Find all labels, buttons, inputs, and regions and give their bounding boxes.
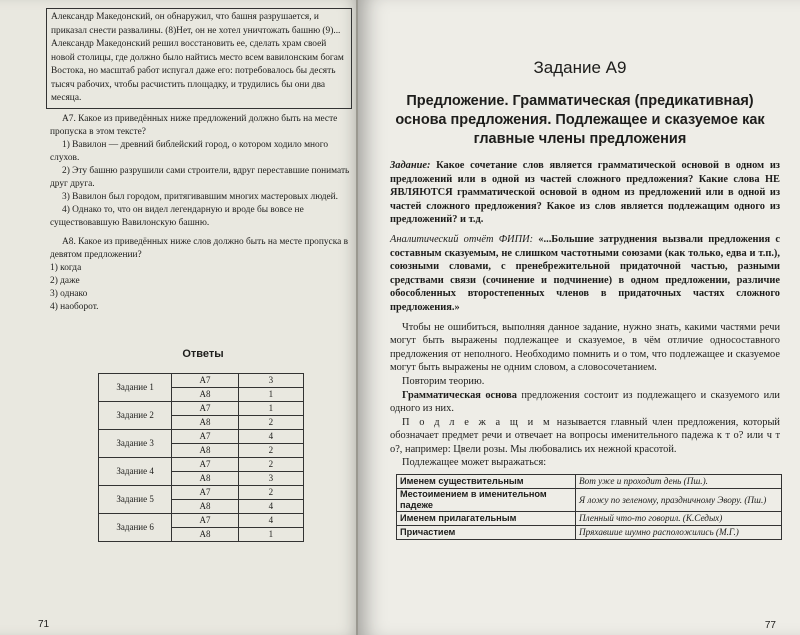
a7-option-3: 3) Вавилон был городом, притягивавшим многих мастеровых людей. bbox=[62, 191, 339, 202]
answers-task-cell: Задание 1 bbox=[99, 373, 172, 401]
answers-value-cell: 1 bbox=[238, 527, 303, 541]
answers-question-cell: А8 bbox=[172, 527, 238, 541]
question-a7: А7. Какое из приведённых ниже предложений должно быть на месте пропуска в этом тексте? bbox=[50, 113, 338, 137]
answers-task-cell: Задание 4 bbox=[99, 457, 172, 485]
answers-row bbox=[99, 513, 304, 527]
excerpt-box bbox=[46, 8, 352, 109]
page-title: Задание А9 bbox=[533, 58, 627, 77]
answers-title: Ответы bbox=[182, 347, 224, 360]
grammar-paragraph bbox=[390, 389, 780, 416]
answers-row bbox=[99, 485, 304, 499]
subject-table-row bbox=[397, 512, 782, 526]
subject-type-cell: Причастием bbox=[397, 526, 576, 540]
answers-question-cell: А7 bbox=[172, 513, 238, 527]
subject-type-cell: Именем существительным bbox=[397, 475, 576, 489]
subject-expression: Подлежащее может выражаться: bbox=[402, 457, 547, 469]
a8-option-2: 2) даже bbox=[50, 275, 80, 286]
answers-question-cell: А8 bbox=[172, 387, 238, 401]
page-number-left: 71 bbox=[38, 619, 50, 630]
analysis-paragraph bbox=[390, 233, 780, 315]
answers-question-cell: А8 bbox=[172, 471, 238, 485]
question-a8: А8. Какое из приведённых ниже слов должно быть на месте пропуска в девятом предложении? bbox=[50, 236, 349, 260]
grammar-label: Грамматическая основа bbox=[402, 389, 517, 401]
subject-table-row bbox=[397, 475, 782, 489]
answers-value-cell: 4 bbox=[238, 513, 303, 527]
analysis-label: Аналитический отчёт ФИПИ: bbox=[390, 233, 534, 245]
a8-option-1: 1) когда bbox=[50, 262, 82, 273]
answers-value-cell: 3 bbox=[238, 373, 303, 387]
page-number-right: 77 bbox=[764, 620, 776, 631]
subject-text: называется главный член предложения, который обозначает предмет речи и отвечает на вопросы именительного падежа к т о? или ч т о?, например: Цвели розы. Мы любовались их нежной красотой. bbox=[390, 416, 780, 455]
a7-option-1: 1) Вавилон — древний библейский город, о котором ходило много слухов. bbox=[50, 139, 329, 163]
subject-label: П о д л е ж а щ и м bbox=[402, 416, 553, 428]
subject-table-row bbox=[397, 489, 782, 512]
answers-value-cell: 1 bbox=[238, 401, 303, 415]
a7-option-4: 4) Однако то, что он видел легендарную и вроде бы вовсе не существовавшую Вавилонскую башню. bbox=[50, 204, 304, 228]
subject-paragraph bbox=[390, 416, 780, 457]
answers-value-cell: 2 bbox=[238, 457, 303, 471]
answers-question-cell: А8 bbox=[172, 499, 238, 513]
answers-value-cell: 4 bbox=[238, 429, 303, 443]
task-text: Какое сочетание слов является грамматической основой в одном из предложений или в одной из частей сложного предложения? Какие слова НЕ ЯВЛЯЮТСЯ грамматической основой в одном из предложений или в одной из частей сложного предложения? Какое из слов является подлежащим одного из предложений? и т.д. bbox=[390, 160, 780, 226]
subject-example-cell: Вот уже и проходит день (Пш.). bbox=[576, 475, 782, 489]
a8-option-4: 4) наоборот. bbox=[50, 301, 99, 312]
answers-task-cell: Задание 2 bbox=[99, 401, 172, 429]
answers-value-cell: 3 bbox=[238, 471, 303, 485]
a8-option-3: 3) однако bbox=[50, 288, 88, 299]
subject-table bbox=[396, 474, 782, 540]
subject-example-cell: Пряхавшие шумно расположились (М.Г.) bbox=[576, 526, 782, 540]
answers-question-cell: А7 bbox=[172, 373, 238, 387]
answers-table bbox=[98, 373, 304, 542]
answers-question-cell: А7 bbox=[172, 485, 238, 499]
answers-row bbox=[99, 401, 304, 415]
answers-value-cell: 2 bbox=[238, 443, 303, 457]
subject-type-cell: Именем прилагательным bbox=[397, 512, 576, 526]
subject-table-row bbox=[397, 526, 782, 540]
answers-value-cell: 4 bbox=[238, 499, 303, 513]
paragraph-2: Повторим теорию. bbox=[402, 375, 485, 387]
task-label: Задание: bbox=[390, 160, 431, 171]
answers-task-cell: Задание 5 bbox=[99, 485, 172, 513]
answers-value-cell: 2 bbox=[238, 485, 303, 499]
answers-question-cell: А8 bbox=[172, 415, 238, 429]
answers-row bbox=[99, 457, 304, 471]
answers-task-cell: Задание 3 bbox=[99, 429, 172, 457]
excerpt-text: Александр Македонский, он обнаружил, что башня разрушается, и приказал снести развалины. (8)Нет, он не хотел уничтожать башню (9)... Александр Македонский решил восстановить ее, сделать храм своей новой столицы, где должно было найтись место всем вавилонским богам Востока, но масштаб работ испугал даже его: потребовалось бы десять тысяч рабочих, чтобы расчистить площадку, и трудились бы они два месяца. bbox=[51, 12, 344, 103]
answers-value-cell: 1 bbox=[238, 387, 303, 401]
answers-row bbox=[99, 373, 304, 387]
task-paragraph bbox=[390, 159, 780, 227]
topic-subtitle: Предложение. Грамматическая (предикативная) основа предложения. Подлежащее и сказуемое как главные члены предложения bbox=[395, 93, 765, 147]
right-page bbox=[358, 0, 800, 635]
a7-option-2: 2) Эту башню разрушили сами строители, вдруг переставшие понимать друг друга. bbox=[50, 165, 350, 189]
analysis-text: «...Большие затруднения вызвали предложения с составным сказуемым, не слишком частотными союзами (как только, едва и т.п.), союзными словами, с пренебрежительной придаточной частью, разными средствами связи (сочинение и подчинение) в одном предложении, различие обособленных второстепенных членов в придаточных частях сложного предложения.» bbox=[390, 233, 781, 313]
answers-question-cell: А7 bbox=[172, 429, 238, 443]
subject-type-cell: Местоимением в именительном падеже bbox=[397, 489, 576, 512]
grammar-text: предложения состоит из подлежащего и сказуемого или одного из них. bbox=[390, 389, 780, 415]
left-page bbox=[0, 0, 362, 635]
subject-example-cell: Пленный что-то говорил. (К.Седых) bbox=[576, 512, 782, 526]
right-body bbox=[380, 159, 780, 470]
answers-question-cell: А8 bbox=[172, 443, 238, 457]
answers-row bbox=[99, 429, 304, 443]
subject-example-cell: Я ложу по зеленому, праздничному Эвору. (Пш.) bbox=[576, 489, 782, 512]
paragraph-1: Чтобы не ошибиться, выполняя данное задание, нужно знать, какими частями речи могут быть выражены подлежащее и сказуемое, в чём отличие односоставного предложения от неполного. Необходимо помнить и о том, что подлежащее и сказуемое могут быть выражены не одним словом, а словосочетанием. bbox=[390, 321, 780, 374]
answers-value-cell: 2 bbox=[238, 415, 303, 429]
answers-question-cell: А7 bbox=[172, 401, 238, 415]
answers-task-cell: Задание 6 bbox=[99, 513, 172, 541]
answers-question-cell: А7 bbox=[172, 457, 238, 471]
